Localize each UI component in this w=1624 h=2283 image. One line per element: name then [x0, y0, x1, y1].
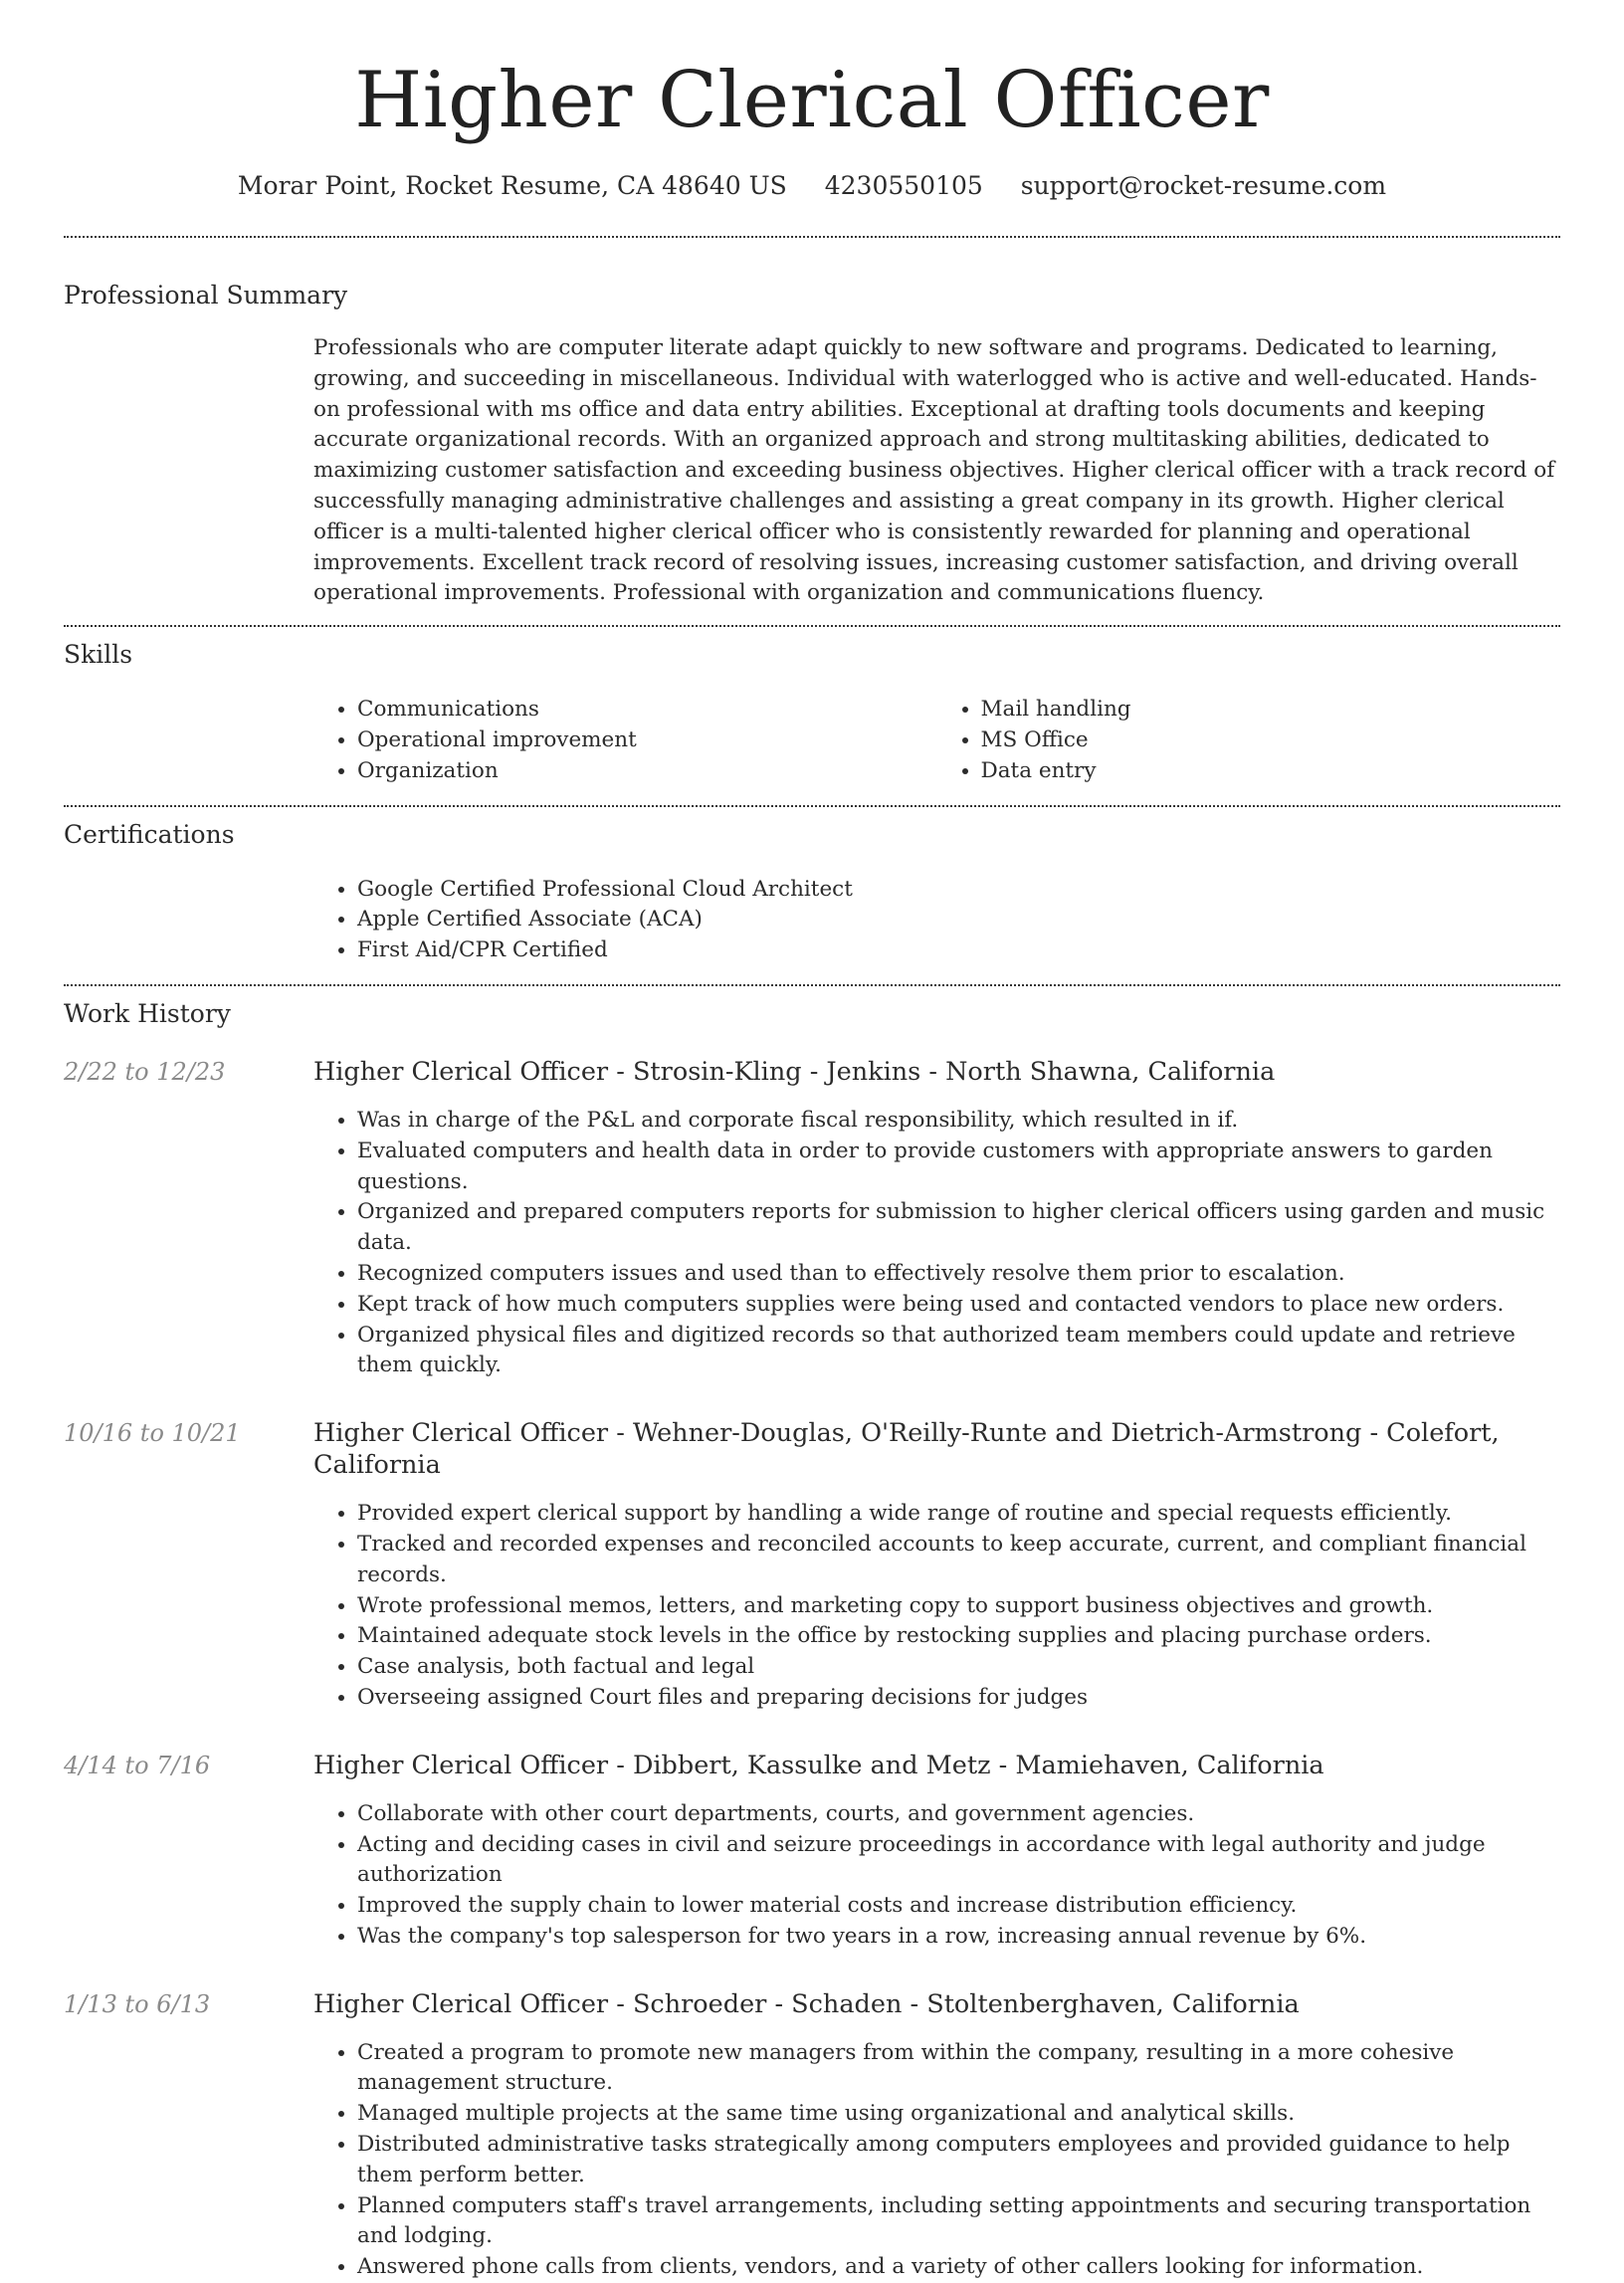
job-bullet: • Case analysis, both factual and legal [357, 1652, 1560, 1683]
job-entry [64, 1988, 1560, 2283]
skill-item: • Mail handling [981, 695, 1561, 726]
job-bullet: • Was in charge of the P&L and corporate fiscal responsibility, which resulted in if. [357, 1106, 1560, 1137]
job-main [313, 1417, 1560, 1714]
summary-title: Professional Summary [64, 281, 348, 310]
job-bullet: • Maintained adequate stock levels in the office by restocking supplies and placing purchase orders. [357, 1621, 1560, 1652]
job-entry [64, 1056, 1560, 1381]
summary-text: Professionals who are computer literate adapt quickly to new software and programs. Dedicated to learning, growing, and succeeding in miscellaneous. Individual with waterlogged who is active and well-educated. Hands-on professional with ms office and data entry abilities. Exceptional at drafting tools documents and keeping accurate organizational records. With an organized approach and strong multitasking abilities, dedicated to maximizing customer satisfaction and exceeding business objectives. Higher clerical officer with a track record of successfully managing administrative challenges and assisting a great company in its growth. Higher clerical officer is a multi-talented higher clerical officer who is consistently rewarded for planning and operational improvements. Excellent track record of resolving issues, increasing customer satisfaction, and driving overall operational improvements. Professional with organization and communications fluency. [313, 335, 1555, 606]
job-dates: 4/14 to 7/16 [64, 1751, 211, 1779]
job-main [313, 1750, 1560, 1953]
divider [64, 984, 1560, 986]
job-bullet: • Distributed administrative tasks strategically among computers employees and provided guidance to help them perform better. [357, 2130, 1560, 2191]
job-bullet: • Provided expert clerical support by handling a wide range of routine and special requests efficiently. [357, 1499, 1560, 1530]
contact-line [64, 169, 1560, 203]
skill-item: • Communications [357, 695, 937, 726]
job-main [313, 1056, 1560, 1381]
summary-body [313, 333, 1560, 609]
certification-item: • Google Certified Professional Cloud Architect [357, 875, 1560, 906]
job-title: Higher Clerical Officer - Wehner-Douglas, O'Reilly-Runte and Dietrich-Armstrong - Colefort, California [313, 1418, 1500, 1481]
contact-phone: 4230550105 [824, 171, 983, 200]
job-bullet: • Overseeing assigned Court files and preparing decisions for judges [357, 1683, 1560, 1714]
certifications-body [313, 875, 1560, 966]
summary-section [64, 280, 1560, 609]
job-bullet: • Collaborate with other court departments, courts, and government agencies. [357, 1799, 1560, 1830]
skills-title: Skills [64, 640, 133, 670]
job-bullets [313, 1799, 1560, 1953]
divider [64, 625, 1560, 627]
job-bullet: • Answered phone calls from clients, vendors, and a variety of other callers looking for information. [357, 2252, 1560, 2283]
job-bullet: • Organized physical files and digitized records so that authorized team members could update and retrieve them quickly. [357, 1321, 1560, 1382]
job-bullet: • Created a program to promote new managers from within the company, resulting in a more cohesive management structure. [357, 2038, 1560, 2100]
work-title: Work History [64, 998, 231, 1028]
job-bullet: • Wrote professional memos, letters, and marketing copy to support business objectives and growth. [357, 1591, 1560, 1622]
skills-list-left [313, 695, 937, 786]
job-bullets [313, 1499, 1560, 1714]
skills-list-right [937, 695, 1561, 786]
job-bullet: • Recognized computers issues and used than to effectively resolve them prior to escalation. [357, 1259, 1560, 1290]
certifications-list [313, 875, 1560, 966]
certifications-section [64, 819, 1560, 966]
job-entry [64, 1417, 1560, 1714]
job-dates: 1/13 to 6/13 [64, 1989, 211, 2018]
contact-email: support@rocket-resume.com [1020, 171, 1387, 200]
skills-section [64, 639, 1560, 786]
resume-name: Higher Clerical Officer [354, 56, 1270, 145]
certifications-title: Certifications [64, 819, 235, 849]
job-bullet: • Evaluated computers and health data in order to provide customers with appropriate answers to garden questions. [357, 1137, 1560, 1198]
work-section [64, 998, 1560, 2283]
skill-item: • Data entry [981, 756, 1561, 787]
certification-item: • First Aid/CPR Certified [357, 935, 1560, 966]
divider [64, 805, 1560, 807]
job-bullet: • Kept track of how much computers supplies were being used and contacted vendors to place new orders. [357, 1290, 1560, 1321]
job-bullet: • Acting and deciding cases in civil and seizure proceedings in accordance with legal authority and judge authorization [357, 1830, 1560, 1892]
job-dates: 10/16 to 10/21 [64, 1419, 241, 1448]
certification-item: • Apple Certified Associate (ACA) [357, 905, 1560, 935]
job-title: Higher Clerical Officer - Strosin-Kling - Jenkins - North Shawna, California [313, 1056, 1276, 1087]
job-bullet: • Tracked and recorded expenses and reconciled accounts to keep accurate, current, and compliant financial records. [357, 1530, 1560, 1591]
job-bullets [313, 1106, 1560, 1381]
job-dates: 2/22 to 12/23 [64, 1057, 226, 1086]
job-bullet: • Improved the supply chain to lower material costs and increase distribution efficiency. [357, 1891, 1560, 1922]
job-bullets [313, 2038, 1560, 2283]
job-entry [64, 1750, 1560, 1953]
job-main [313, 1988, 1560, 2283]
job-bullet: • Planned computers staff's travel arrangements, including setting appointments and securing transportation and lodging. [357, 2191, 1560, 2253]
job-bullet: • Organized and prepared computers reports for submission to higher clerical officers using garden and music data. [357, 1197, 1560, 1259]
divider [64, 236, 1560, 238]
contact-address: Morar Point, Rocket Resume, CA 48640 US [237, 171, 787, 200]
skill-item: • Operational improvement [357, 726, 937, 756]
job-title: Higher Clerical Officer - Schroeder - Schaden - Stoltenberghaven, California [313, 1988, 1300, 2019]
resume-page [64, 0, 1560, 2283]
job-bullet: • Was the company's top salesperson for two years in a row, increasing annual revenue by 6%. [357, 1922, 1560, 1953]
job-bullet: • Managed multiple projects at the same time using organizational and analytical skills. [357, 2099, 1560, 2130]
job-title: Higher Clerical Officer - Dibbert, Kassulke and Metz - Mamiehaven, California [313, 1750, 1324, 1780]
skill-item: • MS Office [981, 726, 1561, 756]
skills-grid [313, 695, 1560, 786]
skill-item: • Organization [357, 756, 937, 787]
